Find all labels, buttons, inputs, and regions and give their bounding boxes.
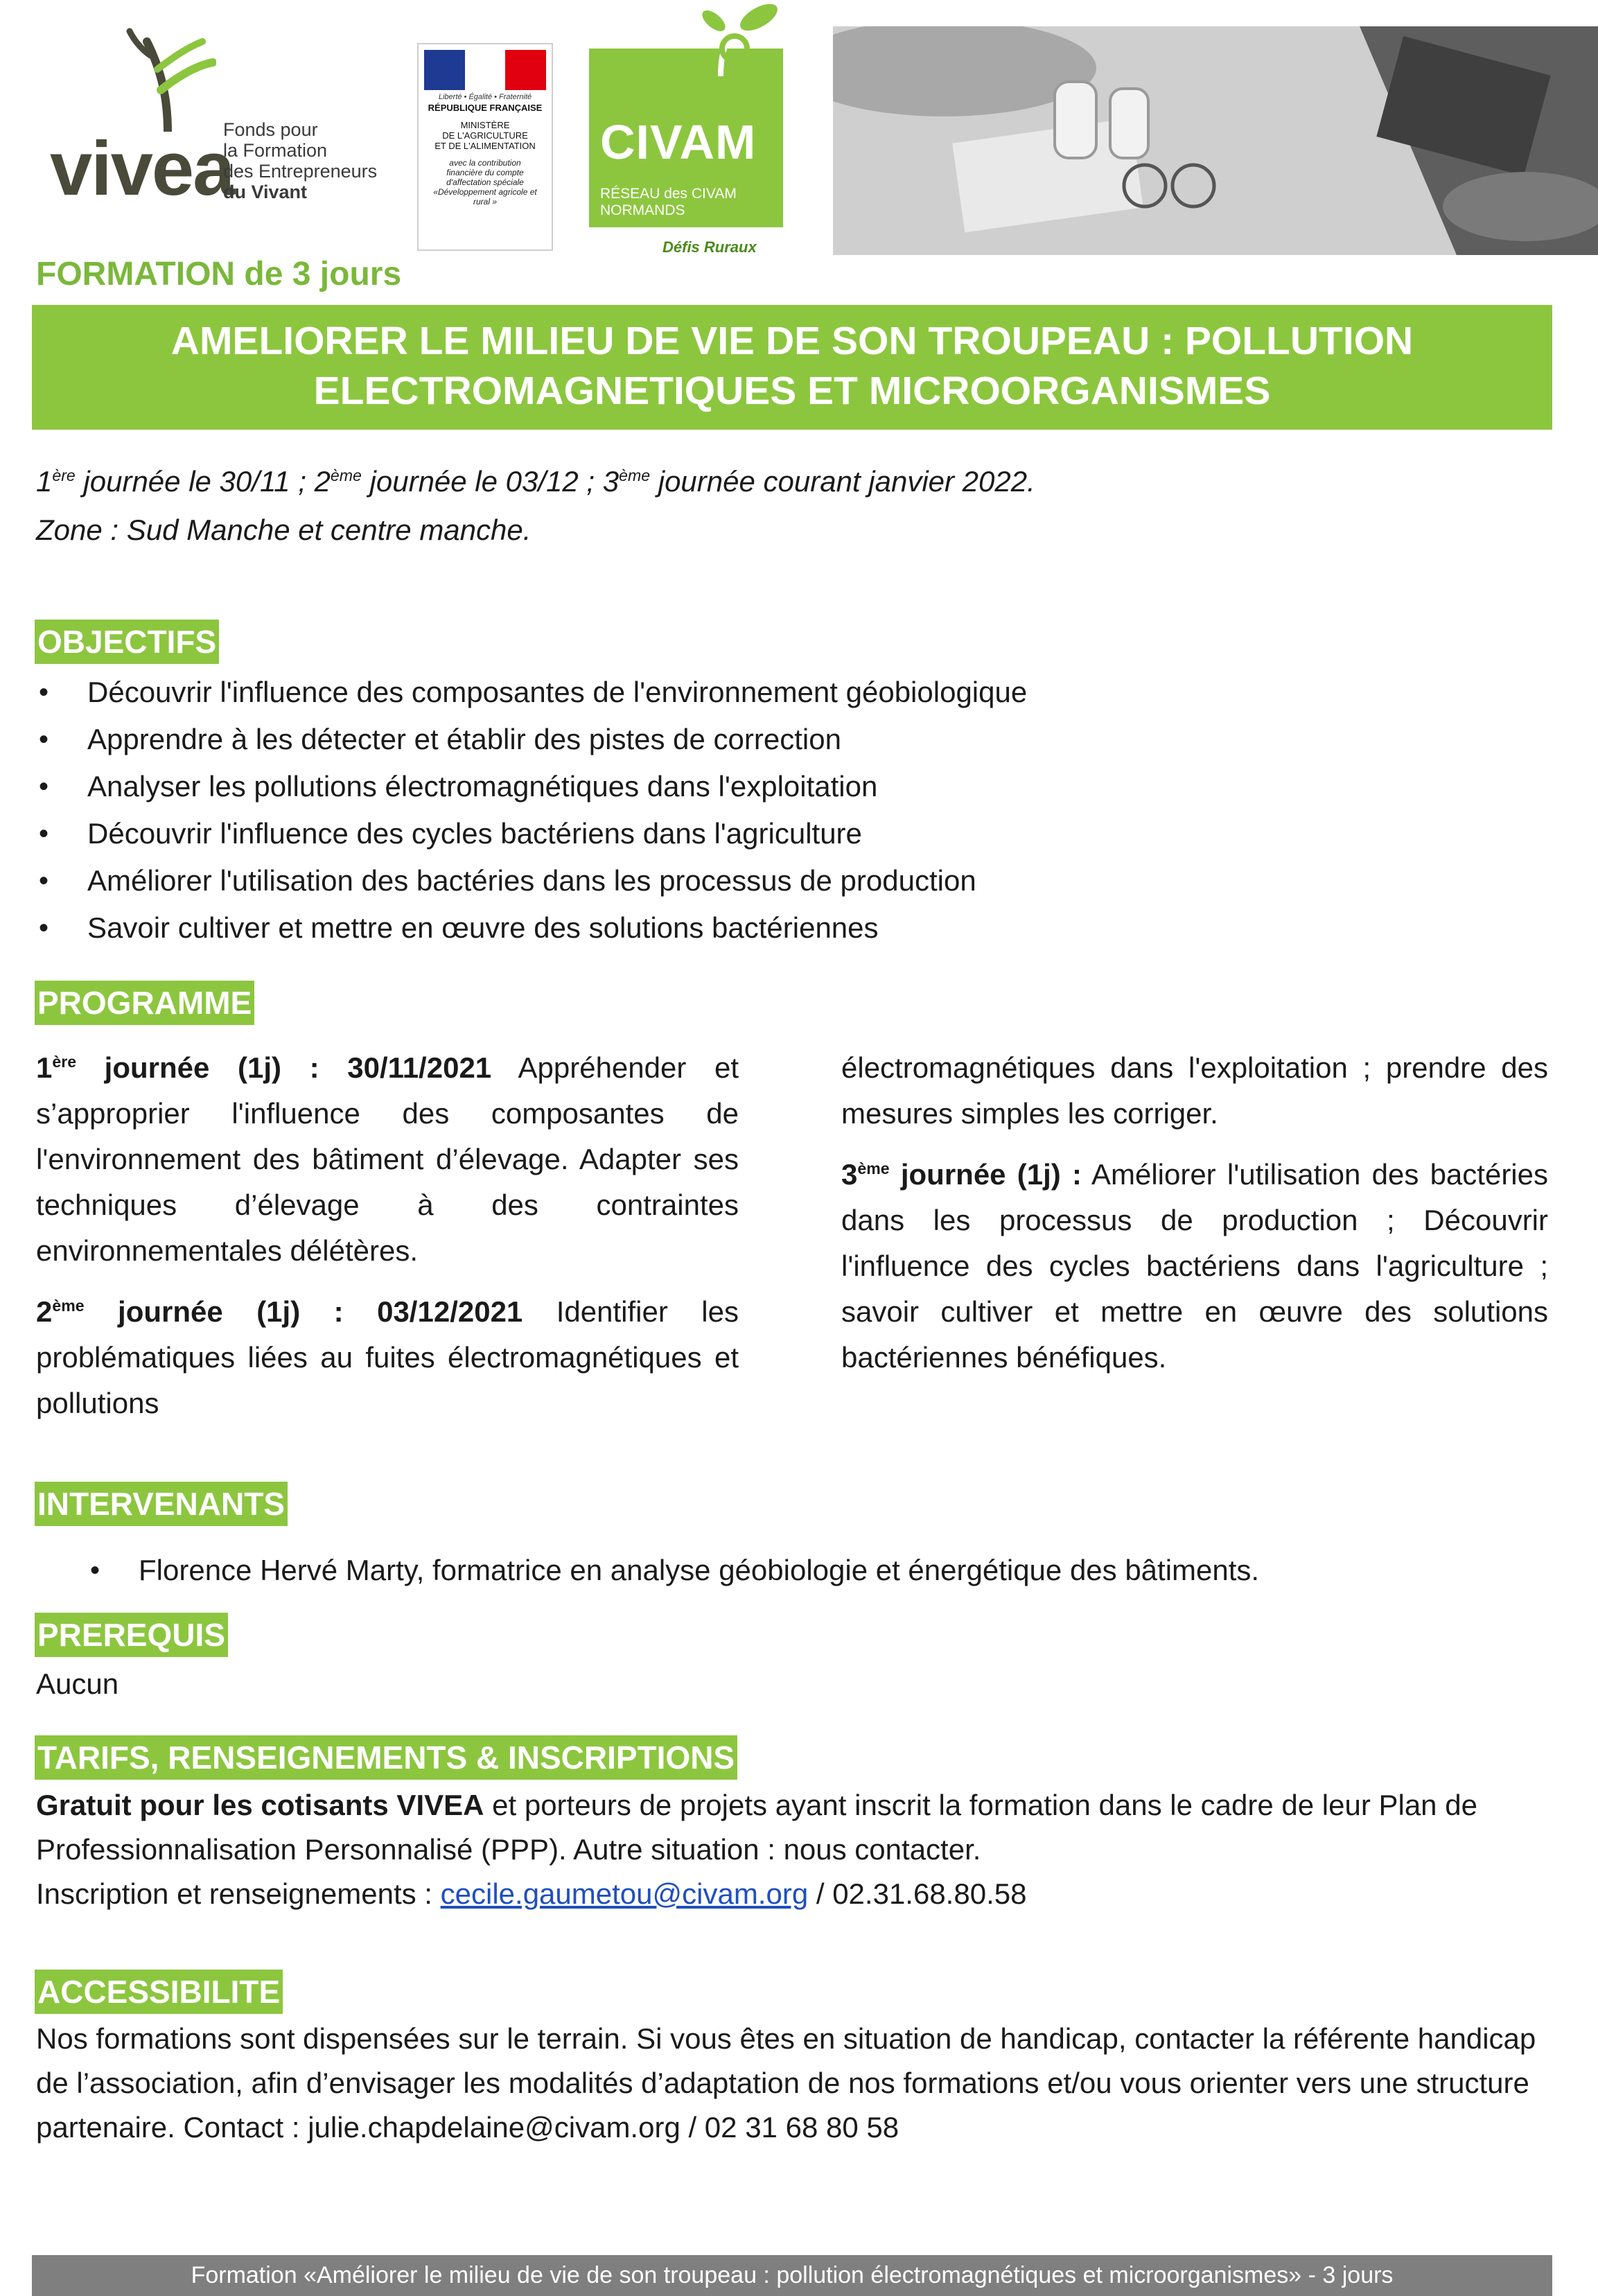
vivea-wordmark: vivea [50,126,234,211]
civam-network: RÉSEAU des CIVAM NORMANDS [600,186,737,218]
list-item: • Savoir cultiver et mettre en œuvre des solutions bactériennes [36,904,1027,952]
rf-name: RÉPUBLIQUE FRANÇAISE [428,103,543,113]
list-item: • Découvrir l'influence des composantes de l'environnement géobiologique [36,669,1027,716]
prerequis-text: Aucun [36,1667,119,1700]
rf-ministry: MINISTÈRE DE L'AGRICULTURE ET DE L'ALIMENTATION [434,120,536,151]
programme-day-3: 3ème journée (1j) : Améliorer l'utilisation des bactéries dans les processus de production ; Découvrir l'influence des cycles bactériens dans l'agriculture ; savoir cultiver et mettre en œuvre des solutions bactériennes bénéfiques. [841,1158,1548,1374]
dates-block [36,457,1035,554]
photo-illustration [833,26,1598,255]
footer: Formation «Améliorer le milieu de vie de son troupeau : pollution électromagnétiques et microorganismes» - 3 jours [32,2255,1552,2296]
formation-duration: FORMATION de 3 jours [36,256,402,292]
republique-francaise-logo [417,43,553,251]
prerequis-heading: PREREQUIS [35,1613,228,1657]
rf-note: avec la contribution financière du compte d'affectation spéciale «Développement agricole et rural » [433,158,537,207]
programme-day-2: 2ème journée (1j) : 03/12/2021 Identifier les problématiques liées au fuites électromagnétiques et pollutions [36,1295,739,1419]
tarifs-paragraph: Gratuit pour les cotisants VIVEA et porteurs de projets ayant inscrit la formation dans le cadre de leur Plan de Professionnalisation Personnalisé (PPP). Autre situation : nous contacter. [36,1789,1477,1866]
civam-tagline: Défis Ruraux [662,238,757,256]
tarifs-heading: TARIFS, RENSEIGNEMENTS & INSCRIPTIONS [35,1735,737,1780]
list-item: • Découvrir l'influence des cycles bactériens dans l'agriculture [36,810,1027,857]
programme-day-1: 1ère journée (1j) : 30/11/2021 Appréhender et s’approprier l'influence des composantes de l'environnement des bâtiment d’élevage. Adapter ses techniques d’élevage à des contraintes environnementales délétères. [36,1051,739,1267]
objectifs-list [36,669,1027,952]
rf-motto: Liberté • Égalité • Fraternité [438,93,532,101]
tarifs-text [36,1783,1561,1916]
page-title: AMELIORER LE MILIEU DE VIE DE SON TROUPEAU : POLLUTION ELECTROMAGNETIQUES ET MICROORGANISMES [32,305,1552,430]
list-item: • Améliorer l'utilisation des bactéries dans les processus de production [36,857,1027,904]
zone-line: Zone : Sud Manche et centre manche. [36,514,532,546]
list-item: • Florence Hervé Marty, formatrice en analyse géobiologie et énergétique des bâtiments. [87,1547,1259,1594]
vivea-leaf-icon [119,28,216,132]
french-flag-icon [424,50,546,90]
header-photo [833,26,1598,255]
tarifs-contact: Inscription et renseignements : cecile.gaumetou@civam.org / 02.31.68.80.58 [36,1877,1027,1910]
sprout-icon [693,0,790,76]
vivea-subtitle: Fonds pour la Formation des Entrepreneurs du Vivant [223,119,378,202]
contact-email-link[interactable]: cecile.gaumetou@civam.org [440,1877,809,1910]
list-item: • Apprendre à les détecter et établir des pistes de correction [36,716,1027,763]
vivea-logo [36,28,389,211]
programme-day-2-continued: électromagnétiques dans l'exploitation ; prendre des mesures simples les corriger. [841,1051,1548,1130]
list-item: • Analyser les pollutions électromagnétiques dans l'exploitation [36,763,1027,810]
programme-right-column [841,1045,1548,1381]
intervenants-heading: INTERVENANTS [35,1482,288,1526]
objectifs-heading: OBJECTIFS [35,620,219,664]
programme-left-column [36,1045,739,1426]
civam-wordmark: CIVAM [600,115,757,169]
accessibilite-text: Nos formations sont dispensées sur le terrain. Si vous êtes en situation de handicap, contacter la référente handicap de l’association, afin d’envisager les modalités d’adaptation de nos formations et/ou vous orienter vers une structure partenaire. Contact : julie.chapdelaine@civam.org / 02 31 68 80 58 [36,2022,1536,2144]
accessibilite-heading: ACCESSIBILITE [35,1970,283,2014]
dates-line: 1ère journée le 30/11 ; 2ème journée le 03/12 ; 3ème journée courant janvier 2022. [36,465,1035,498]
intervenants-list [87,1547,1259,1594]
programme-heading: PROGRAMME [35,981,254,1025]
